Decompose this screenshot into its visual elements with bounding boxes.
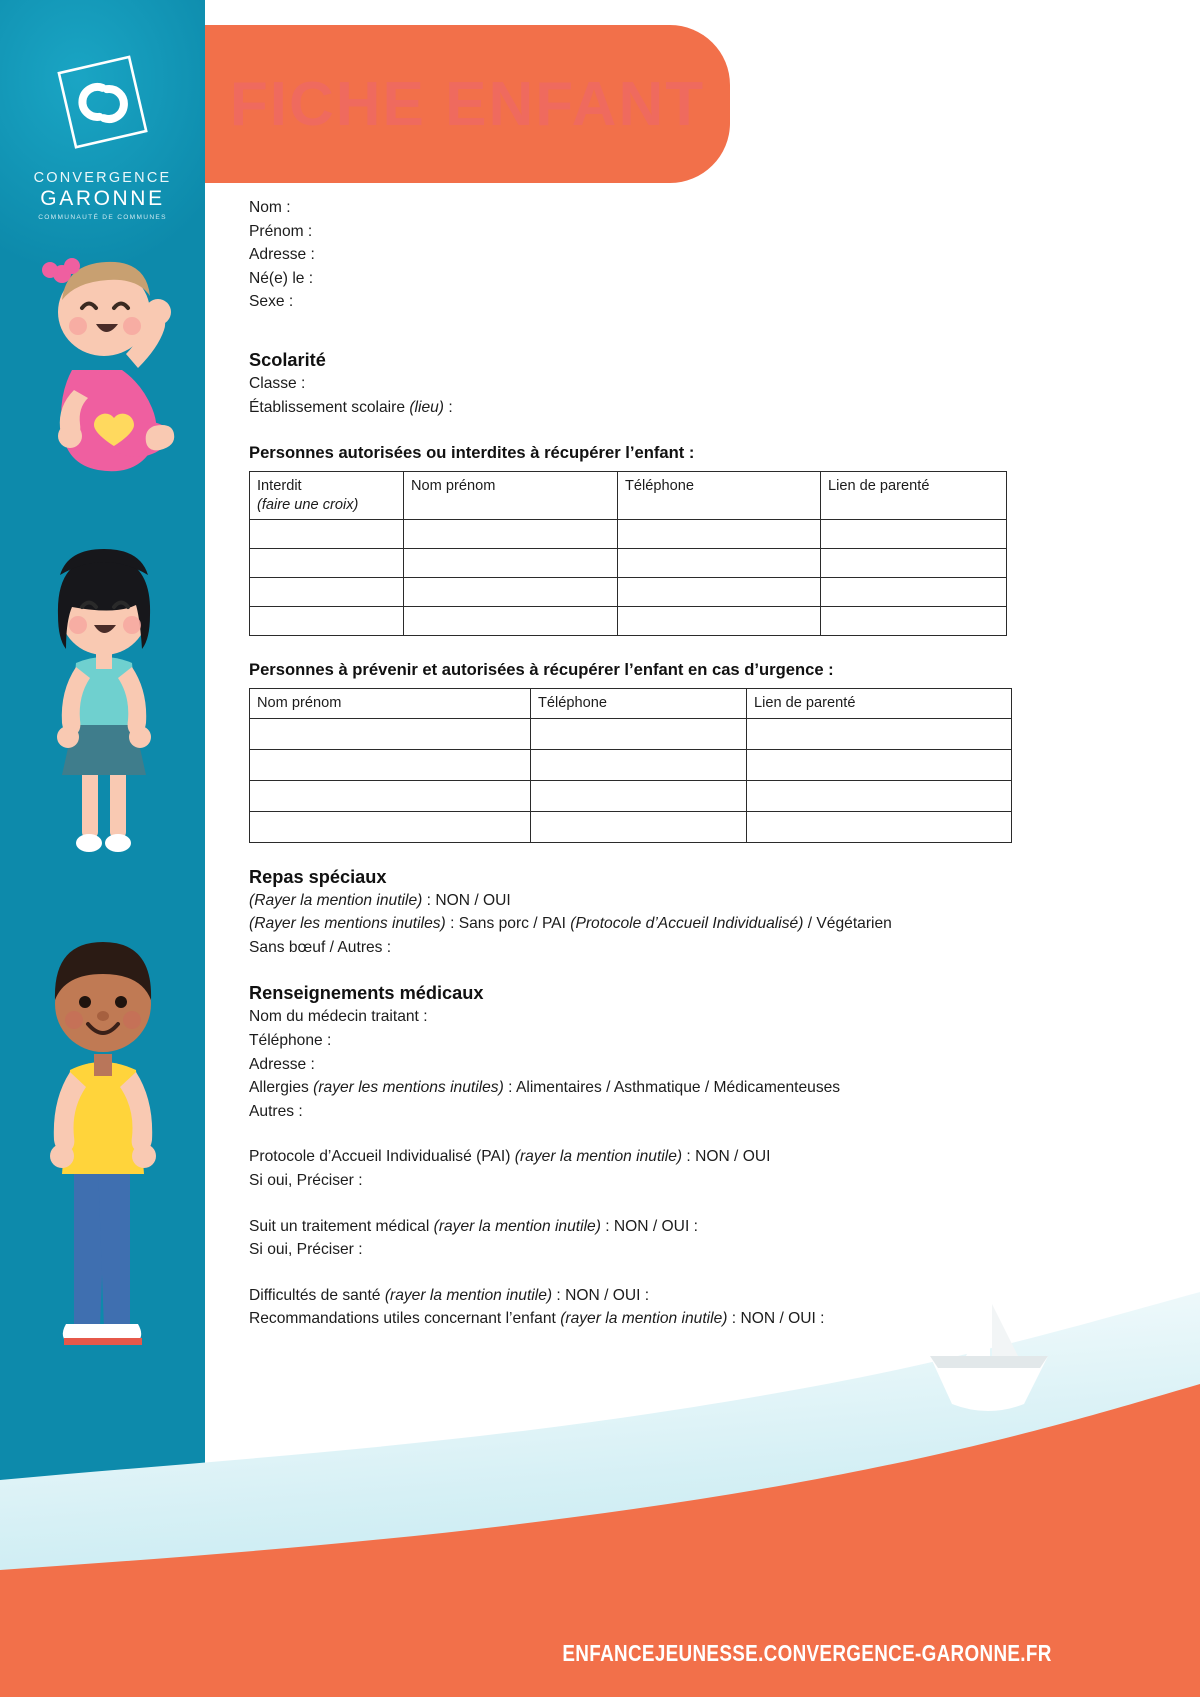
heading-personnes-autorisees: Personnes autorisées ou interdites à récupérer l’enfant : <box>249 443 695 463</box>
field-difficultes-suffix: : NON / OUI : <box>552 1286 650 1304</box>
cell-nom-prenom[interactable] <box>404 607 618 636</box>
table-row[interactable] <box>250 749 1012 780</box>
field-date-naissance: Né(e) le : <box>249 269 314 287</box>
bottom-decoration <box>0 1270 1200 1697</box>
cell-nom-prenom[interactable] <box>250 718 531 749</box>
cell-lien-parente[interactable] <box>747 749 1012 780</box>
repas-line-2 <box>249 912 1049 936</box>
field-traitement-preciser: Si oui, Préciser : <box>249 1241 363 1259</box>
field-etablissement-italic: (lieu) <box>409 398 445 416</box>
repas-line-2-mid: : Sans porc / PAI <box>445 915 571 933</box>
field-adresse: Adresse : <box>249 246 315 264</box>
col-interdit <box>250 472 404 520</box>
cell-nom-prenom[interactable] <box>404 549 618 578</box>
field-medecin-telephone: Téléphone : <box>249 1032 332 1050</box>
cell-lien-parente[interactable] <box>821 549 1007 578</box>
col-nom-prenom: Nom prénom <box>404 472 618 520</box>
cell-lien-parente[interactable] <box>747 811 1012 842</box>
table-row[interactable] <box>250 578 1007 607</box>
table-row[interactable] <box>250 718 1012 749</box>
footer-website-url[interactable]: ENFANCEJEUNESSE.CONVERGENCE-GARONNE.FR <box>562 1640 1052 1666</box>
field-pai-suffix: : NON / OUI <box>682 1148 771 1166</box>
field-sexe: Sexe : <box>249 293 294 311</box>
field-traitement-italic: (rayer la mention inutile) <box>433 1217 601 1235</box>
repas-line-2-italic: (Rayer les mentions inutiles) <box>249 915 446 933</box>
table-row[interactable] <box>250 811 1012 842</box>
cell-telephone[interactable] <box>531 780 747 811</box>
table-row[interactable] <box>250 780 1012 811</box>
field-pai-preciser: Si oui, Préciser : <box>249 1172 363 1189</box>
table-row[interactable] <box>250 549 1007 578</box>
field-nom: Nom : <box>249 199 291 216</box>
cell-telephone[interactable] <box>618 520 821 549</box>
field-classe: Classe : <box>249 374 306 392</box>
field-allergies-autres: Autres : <box>249 1102 303 1120</box>
cell-interdit[interactable] <box>250 578 404 607</box>
table-header-row <box>250 689 1012 719</box>
repas-line-1-italic: (Rayer la mention inutile) <box>249 891 423 909</box>
convergence-garonne-logo-icon <box>43 52 163 160</box>
logo-text-communaute: COMMUNAUTÉ DE COMMUNES <box>38 214 167 221</box>
repas-line-3: Sans bœuf / Autres : <box>249 938 392 956</box>
cell-telephone[interactable] <box>531 718 747 749</box>
page-title: FICHE ENFANT <box>229 69 706 139</box>
field-traitement-medical <box>249 1215 1049 1239</box>
logo-text-garonne: GARONNE <box>40 187 165 210</box>
table-header-row <box>250 472 1007 520</box>
field-recommandations-italic: (rayer la mention inutile) <box>560 1310 728 1328</box>
cell-telephone[interactable] <box>531 811 747 842</box>
field-difficultes-italic: (rayer la mention inutile) <box>384 1286 553 1304</box>
table-row[interactable] <box>250 607 1007 636</box>
col-telephone: Téléphone <box>531 689 747 719</box>
col-lien-parente: Lien de parenté <box>747 689 1012 719</box>
cell-nom-prenom[interactable] <box>250 811 531 842</box>
field-allergies <box>249 1076 1049 1100</box>
heading-repas-speciaux: Repas spéciaux <box>249 866 387 887</box>
cell-nom-prenom[interactable] <box>404 578 618 607</box>
field-recommandations-prefix: Recommandations utiles concernant l’enfant <box>249 1310 561 1328</box>
heading-renseignements-medicaux: Renseignements médicaux <box>249 983 484 1004</box>
repas-line-1-rest: : NON / OUI <box>422 891 511 909</box>
field-allergies-prefix: Allergies <box>249 1079 314 1097</box>
field-pai-prefix: Protocole d’Accueil Individualisé (PAI) <box>249 1148 515 1166</box>
cell-telephone[interactable] <box>618 578 821 607</box>
illustration-baby <box>0 250 205 500</box>
field-medecin-adresse: Adresse : <box>249 1055 315 1073</box>
heading-personnes-urgence: Personnes à prévenir et autorisées à récupérer l’enfant en cas d’urgence : <box>249 660 834 680</box>
col-interdit-line1: Interdit <box>257 478 302 495</box>
cell-interdit[interactable] <box>250 520 404 549</box>
title-banner <box>205 25 730 183</box>
form-content <box>249 196 1049 1331</box>
cell-lien-parente[interactable] <box>821 520 1007 549</box>
field-etablissement-suffix: : <box>444 398 453 416</box>
cell-lien-parente[interactable] <box>821 578 1007 607</box>
table-row[interactable] <box>250 520 1007 549</box>
field-allergies-suffix: : Alimentaires / Asthmatique / Médicamenteuses <box>503 1079 841 1097</box>
col-telephone: Téléphone <box>618 472 821 520</box>
repas-line-1 <box>249 889 1049 913</box>
col-lien-parente: Lien de parenté <box>821 472 1007 520</box>
cell-interdit[interactable] <box>250 549 404 578</box>
field-difficultes-prefix: Difficultés de santé <box>249 1286 385 1304</box>
col-nom-prenom: Nom prénom <box>250 689 531 719</box>
col-interdit-line2: (faire une croix) <box>257 496 359 513</box>
field-prenom: Prénom : <box>249 222 313 240</box>
cell-telephone[interactable] <box>531 749 747 780</box>
cell-nom-prenom[interactable] <box>250 749 531 780</box>
cell-interdit[interactable] <box>250 607 404 636</box>
cell-nom-prenom[interactable] <box>404 520 618 549</box>
cell-lien-parente[interactable] <box>747 718 1012 749</box>
cell-telephone[interactable] <box>618 607 821 636</box>
logo-text-convergence: CONVERGENCE <box>33 170 172 186</box>
cell-nom-prenom[interactable] <box>250 780 531 811</box>
field-etablissement <box>249 396 1049 420</box>
cell-telephone[interactable] <box>618 549 821 578</box>
field-medecin-traitant: Nom du médecin traitant : <box>249 1008 428 1026</box>
table-personnes-autorisees <box>249 471 1007 636</box>
cell-lien-parente[interactable] <box>747 780 1012 811</box>
table-personnes-urgence <box>249 688 1012 843</box>
field-pai-italic: (rayer la mention inutile) <box>514 1148 683 1166</box>
field-etablissement-prefix: Établissement scolaire <box>249 398 410 416</box>
field-traitement-prefix: Suit un traitement médical <box>249 1217 434 1235</box>
heading-scolarite: Scolarité <box>249 349 326 370</box>
field-recommandations-suffix: : NON / OUI : <box>727 1310 825 1328</box>
field-pai <box>249 1145 1049 1169</box>
illustration-girl <box>0 545 205 865</box>
repas-line-2-italic2: (Protocole d’Accueil Individualisé) <box>570 915 804 933</box>
cell-lien-parente[interactable] <box>821 607 1007 636</box>
repas-line-2-end: / Végétarien <box>803 915 892 933</box>
field-traitement-suffix: : NON / OUI : <box>600 1217 698 1235</box>
field-allergies-italic: (rayer les mentions inutiles) <box>313 1079 504 1097</box>
logo-block <box>0 52 205 224</box>
